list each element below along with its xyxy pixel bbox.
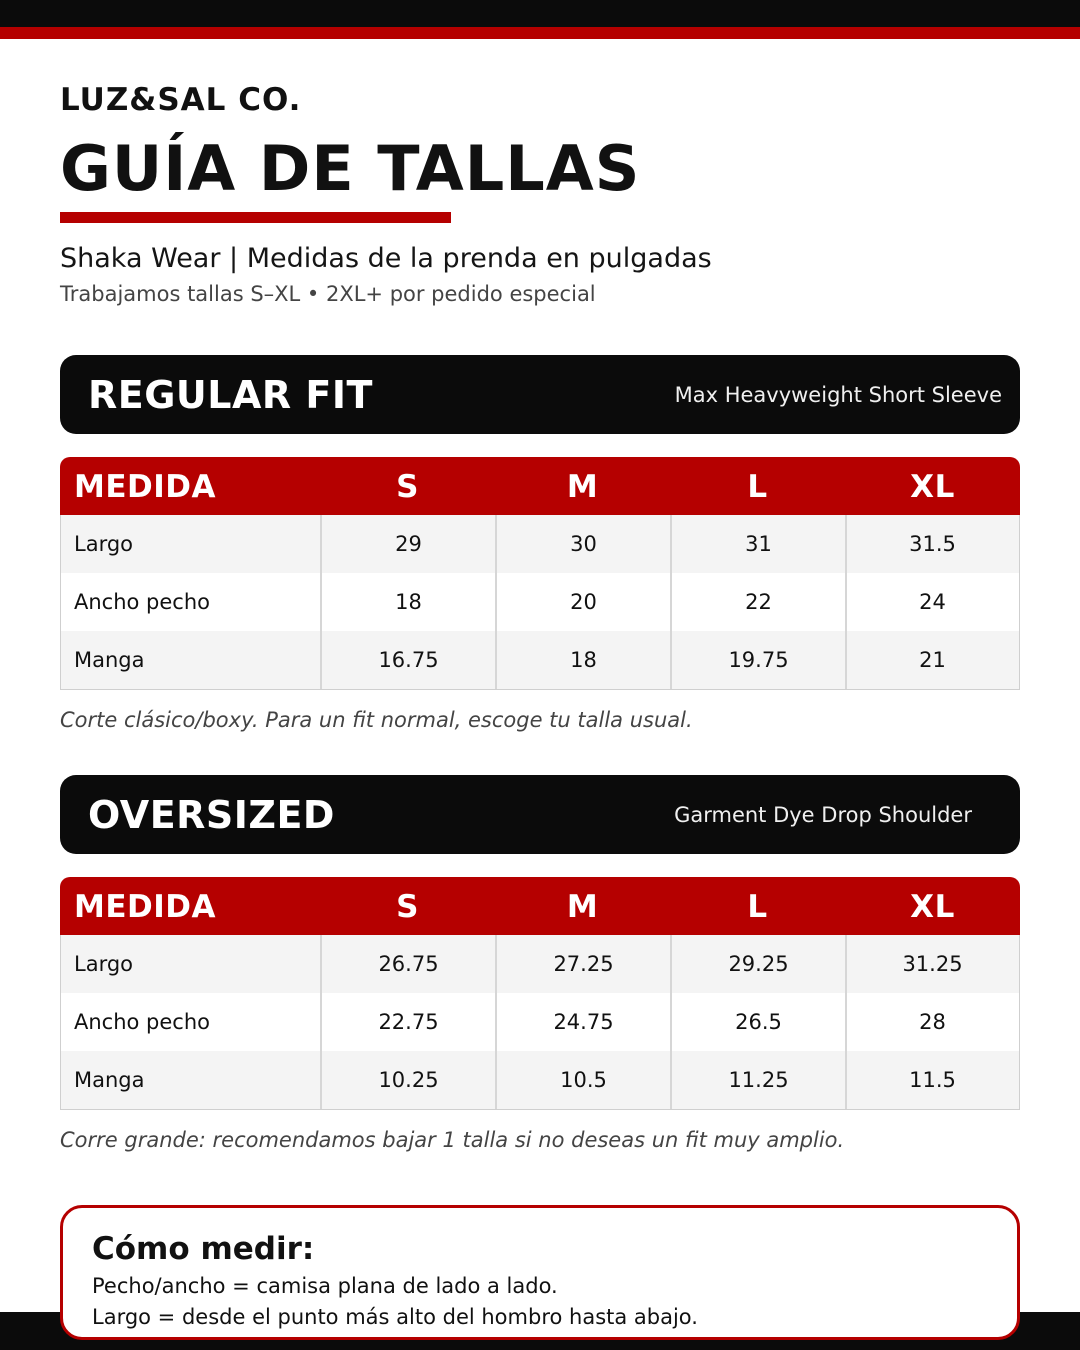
regular-fit-banner — [60, 355, 1020, 434]
title-underline — [60, 212, 451, 223]
header-cell: MEDIDA — [74, 469, 217, 505]
table-cell: 19.75 — [728, 648, 789, 672]
table-body — [60, 935, 1020, 1110]
table-cell: 11.25 — [728, 1068, 789, 1092]
table-cell: 29 — [395, 532, 422, 556]
column-divider — [320, 935, 322, 1109]
measure-label: Manga — [74, 1068, 145, 1092]
table-row — [61, 1051, 1019, 1109]
measure-label: Manga — [74, 648, 145, 672]
table-body — [60, 515, 1020, 690]
table-cell: 29.25 — [728, 952, 789, 976]
header-cell: S — [396, 889, 419, 925]
page-title: GUÍA DE TALLAS — [60, 132, 641, 205]
section-title: REGULAR FIT — [88, 373, 373, 417]
header-cell: L — [747, 889, 768, 925]
header-cell: L — [747, 469, 768, 505]
table-cell: 11.5 — [909, 1068, 956, 1092]
table-cell: 10.25 — [378, 1068, 439, 1092]
header-cell: S — [396, 469, 419, 505]
table-header — [60, 457, 1020, 515]
table-row — [61, 631, 1019, 689]
table-cell: 26.75 — [378, 952, 439, 976]
column-divider — [670, 935, 672, 1109]
table-row — [61, 573, 1019, 631]
measure-label: Largo — [74, 952, 134, 976]
table-cell: 31 — [745, 532, 772, 556]
header-cell: XL — [910, 889, 955, 925]
how-to-measure-line: Largo = desde el punto más alto del hombro hasta abajo. — [92, 1305, 698, 1329]
table-cell: 24.75 — [553, 1010, 614, 1034]
header-cell: M — [566, 469, 599, 505]
how-to-measure-box — [60, 1205, 1020, 1340]
table-cell: 31.5 — [909, 532, 956, 556]
regular-fit-footnote: Corte clásico/boxy. Para un fit normal, escoge tu talla usual. — [60, 708, 693, 732]
table-cell: 21 — [919, 648, 946, 672]
measure-label: Largo — [74, 532, 134, 556]
table-cell: 10.5 — [560, 1068, 607, 1092]
measure-label: Ancho pecho — [74, 590, 211, 614]
section-product: Max Heavyweight Short Sleeve — [674, 383, 1002, 407]
header-cell: XL — [910, 469, 955, 505]
table-cell: 18 — [395, 590, 422, 614]
header-cell: M — [566, 889, 599, 925]
table-header — [60, 877, 1020, 935]
top-bar — [0, 0, 1080, 27]
table-cell: 26.5 — [735, 1010, 782, 1034]
column-divider — [495, 515, 497, 689]
column-divider — [495, 935, 497, 1109]
table-cell: 24 — [919, 590, 946, 614]
table-cell: 16.75 — [378, 648, 439, 672]
measure-label: Ancho pecho — [74, 1010, 211, 1034]
table-cell: 28 — [919, 1010, 946, 1034]
table-row — [61, 935, 1019, 993]
section-title: OVERSIZED — [88, 793, 335, 837]
column-divider — [670, 515, 672, 689]
page-subtitle: Shaka Wear | Medidas de la prenda en pulgadas — [60, 243, 712, 274]
table-cell: 20 — [570, 590, 597, 614]
top-accent-stripe — [0, 27, 1080, 39]
column-divider — [320, 515, 322, 689]
how-to-measure-title: Cómo medir: — [92, 1231, 315, 1267]
size-availability-note: Trabajamos tallas S–XL • 2XL+ por pedido especial — [60, 282, 596, 306]
table-cell: 27.25 — [553, 952, 614, 976]
column-divider — [845, 935, 847, 1109]
oversized-footnote: Corre grande: recomendamos bajar 1 talla si no deseas un fit muy amplio. — [60, 1128, 845, 1152]
table-cell: 18 — [570, 648, 597, 672]
table-cell: 31.25 — [902, 952, 963, 976]
how-to-measure-line: Pecho/ancho = camisa plana de lado a lado. — [92, 1274, 558, 1298]
table-cell: 22 — [745, 590, 772, 614]
table-row — [61, 993, 1019, 1051]
table-row — [61, 515, 1019, 573]
oversized-banner — [60, 775, 1020, 854]
brand-name: LUZ&SAL CO. — [60, 82, 302, 118]
section-product: Garment Dye Drop Shoulder — [674, 803, 972, 827]
table-cell: 30 — [570, 532, 597, 556]
header-cell: MEDIDA — [74, 889, 217, 925]
table-cell: 22.75 — [378, 1010, 439, 1034]
column-divider — [845, 515, 847, 689]
